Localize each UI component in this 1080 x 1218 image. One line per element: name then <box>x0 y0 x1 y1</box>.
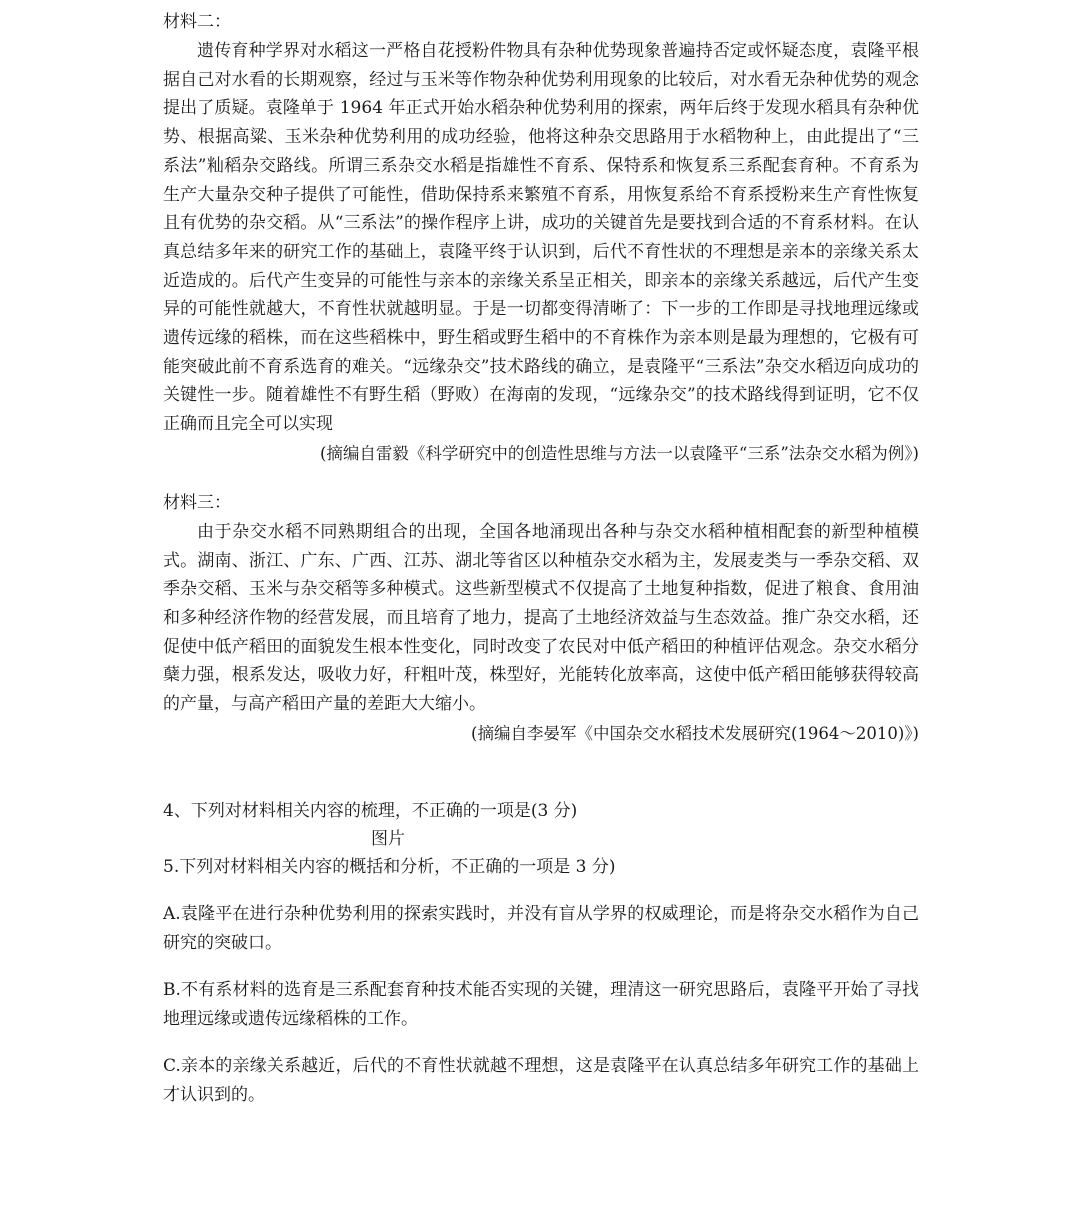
material-2-source: (摘编自雷毅《科学研究中的创造性思维与方法一以袁隆平“三系”法杂交水稻为例》) <box>320 443 919 463</box>
question-5-option-b: B.不有系材料的选育是三系配套育种技术能否实现的关键，理清这一研究思路后，袁隆平开始了寻找地理远缘或遗传远缘稻株的工作。 <box>163 979 919 1029</box>
question-5-option-c: C.亲本的亲缘关系越近，后代的不育性状就越不理想，这是袁隆平在认真总结多年研究工作的基础上才认识到的。 <box>163 1055 919 1105</box>
material-3-source: (摘编自李晏军《中国杂交水稻技术发展研究(1964～2010)》) <box>471 723 919 743</box>
spacer <box>163 1034 919 1052</box>
material-3-label: 材料三： <box>163 492 231 513</box>
question-5-text: 5.下列对材料相关内容的概括和分析，不正确的一项是 3 分) <box>163 857 616 878</box>
material-3 <box>163 489 919 749</box>
question-5 <box>163 853 919 1110</box>
material-2-paragraph: 遗传育种学界对水稻这一严格自花授粉件物具有杂种优势现象普遍持否定或怀疑态度，袁隆平根据自己对水看的长期观察，经过与玉米等作物杂种优势利用现象的比较后，对水看无杂种优势的观念提出了质疑。袁隆单于 1964 年正式开始水稻杂种优势利用的探索，两年后终于发现水稻具有杂种优势、根据高粱、玉米杂种优势利用的成功经验，他将这种杂交思路用于水稻物种上，由此提出了“三系法”籼稻杂交路线。所谓三系杂交水稻是指雄性不育系、保特系和恢复系三系配套育种。不育系为生产大量杂交种子提供了可能性，借助保持系来繁殖不育系，用恢复系给不育系授粉来生产育性恢复且有优势的杂交稻。从“三系法”的操作程序上讲，成功的关键首先是要找到合适的不育系材料。在认真总结多年来的研究工作的基础上，袁隆平终于认识到，后代不育性状的不理想是亲本的亲缘关系太近造成的。后代产生变异的可能性与亲本的亲缘关系呈正相关，即亲本的亲缘关系越远，后代产生变异的可能性就越大，不育性状就越明显。于是一切都变得清晰了：下一步的工作即是寻找地理远缘或遗传远缘的稻株，而在这些稻株中，野生稻或野生稻中的不育株作为亲本则是最为理想的，它极有可能突破此前不育系选育的难关。“远缘杂交”技术路线的确立，是袁隆平“三系法”杂交水稻迈向成功的关键性一步。随着雄性不有野生稻（野败）在海南的发现，“远缘杂交”的技术路线得到证明，它不仅正确而且完全可以实现 <box>163 41 919 435</box>
spacer <box>163 749 919 797</box>
material-2-label: 材料二： <box>163 12 231 32</box>
spacer <box>163 469 919 489</box>
spacer <box>163 958 919 976</box>
question-4-image-placeholder: 图片 <box>371 829 405 850</box>
material-3-paragraph: 由于杂交水稻不同熟期组合的出现，全国各地涌现出各种与杂交水稻种植相配套的新型种植模式。湖南、浙江、广东、广西、江苏、湖北等省区以种植杂交水稻为主，发展麦类与一季杂交稻、双季杂交稻、玉米与杂交稻等多种模式。这些新型模式不仅提高了土地复种指数，促进了粮食、食用油和多种经济作物的经营发展，而且培育了地力，提高了土地经济效益与生态效益。推广杂交水稻，还促使中低产稻田的面貌发生根本性变化，同时改变了农民对中低产稻田的种植评估观念。杂交水稻分蘖力强，根系发达，吸收力好，秆粗叶茂，株型好，光能转化放率高，这使中低产稻田能够获得较高的产量，与高产稻田产量的差距大大缩小。 <box>163 521 919 715</box>
exam-page <box>163 8 919 1110</box>
question-4 <box>163 797 919 854</box>
question-5-option-a: A.袁隆平在进行杂种优势利用的探索实践时，并没有盲从学界的权威理论，而是将杂交水稻作为自己研究的突破口。 <box>163 903 919 953</box>
question-4-text: 4、下列对材料相关内容的梳理，不正确的一项是(3 分) <box>163 800 578 821</box>
spacer <box>163 882 919 900</box>
material-2 <box>163 8 919 469</box>
